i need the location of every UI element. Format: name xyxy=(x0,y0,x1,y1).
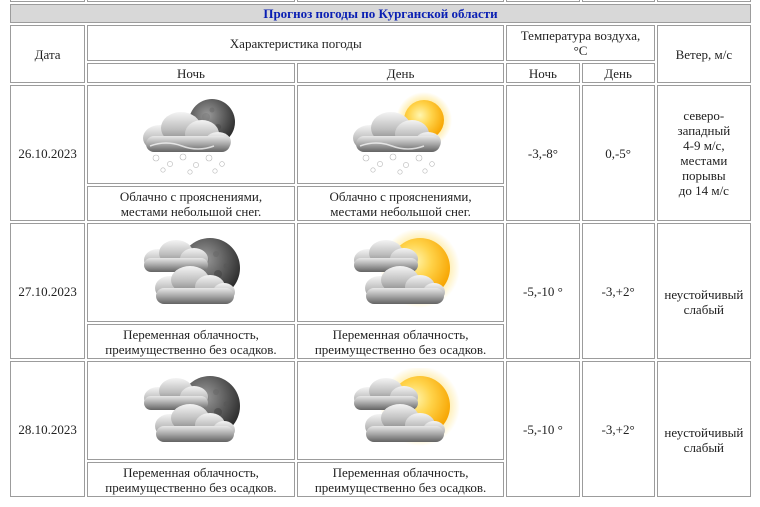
top-strip-cell xyxy=(582,0,655,2)
day-description xyxy=(297,186,505,221)
cloudy-day-snow-icon xyxy=(336,92,466,178)
wind-line: местами xyxy=(680,153,728,168)
header-temp-day: День xyxy=(582,63,655,83)
row-date: 28.10.2023 xyxy=(10,361,85,497)
day-icon-cell xyxy=(297,223,505,322)
header-temperature xyxy=(506,25,654,61)
wind-line: до 14 м/с xyxy=(678,183,729,198)
top-strip-cell xyxy=(657,0,751,2)
night-description xyxy=(87,324,295,359)
forecast-table xyxy=(8,0,753,499)
day-desc-line: преимущественно без осадков. xyxy=(314,479,487,495)
night-desc-line: местами небольшой снег. xyxy=(120,203,262,219)
wind-line: северо- xyxy=(683,108,725,123)
header-row-1 xyxy=(10,25,751,61)
header-temp-night: Ночь xyxy=(506,63,579,83)
top-strip-cell xyxy=(87,0,295,2)
wind-line: 4-9 м/с, xyxy=(683,138,725,153)
forecast-row xyxy=(10,361,751,460)
header-wind: Ветер, м/с xyxy=(657,25,751,83)
temp-day: -3,+2° xyxy=(582,223,655,359)
forecast-row xyxy=(10,85,751,184)
day-description xyxy=(297,462,505,497)
day-desc-line: Переменная облачность, xyxy=(332,326,469,342)
night-icon-cell xyxy=(87,223,295,322)
top-strip-cell xyxy=(506,0,579,2)
night-icon-cell xyxy=(87,85,295,184)
header-day: День xyxy=(297,63,505,83)
night-desc-line: преимущественно без осадков. xyxy=(105,479,277,495)
night-desc-line: Переменная облачность, xyxy=(123,464,259,480)
wind-line: неустойчивый xyxy=(664,425,744,440)
day-desc-line: местами небольшой снег. xyxy=(330,203,471,219)
top-strip-cell xyxy=(10,0,85,2)
temp-night: -5,-10 ° xyxy=(506,223,579,359)
wind-cell xyxy=(657,361,751,497)
night-icon-cell xyxy=(87,361,295,460)
temp-night: -3,-8° xyxy=(506,85,579,221)
night-description xyxy=(87,462,295,497)
header-temperature-line2: °C xyxy=(573,43,588,58)
day-description xyxy=(297,324,505,359)
wind-cell xyxy=(657,85,751,221)
top-strip-row xyxy=(10,0,751,2)
temp-night: -5,-10 ° xyxy=(506,361,579,497)
temp-day: -3,+2° xyxy=(582,361,655,497)
row-date: 27.10.2023 xyxy=(10,223,85,359)
wind-line: слабый xyxy=(683,440,725,455)
top-strip-cell xyxy=(297,0,505,2)
partly-cloudy-day-icon xyxy=(336,368,466,454)
forecast-title: Прогноз погоды по Курганской области xyxy=(10,4,751,23)
night-desc-line: Облачно с прояснениями, xyxy=(119,188,263,204)
partly-cloudy-day-icon xyxy=(336,230,466,316)
day-desc-line: Переменная облачность, xyxy=(332,464,469,480)
wind-line: западный xyxy=(677,123,731,138)
wind-line: неустойчивый xyxy=(664,287,744,302)
header-night: Ночь xyxy=(87,63,295,83)
title-row xyxy=(10,4,751,23)
day-desc-line: Облачно с прояснениями, xyxy=(329,188,472,204)
wind-line: слабый xyxy=(683,302,725,317)
header-weather: Характеристика погоды xyxy=(87,25,504,61)
night-desc-line: Переменная облачность, xyxy=(123,326,259,342)
temp-day: 0,-5° xyxy=(582,85,655,221)
wind-cell xyxy=(657,223,751,359)
partly-cloudy-night-icon xyxy=(126,230,256,316)
day-icon-cell xyxy=(297,361,505,460)
partly-cloudy-night-icon xyxy=(126,368,256,454)
day-icon-cell xyxy=(297,85,505,184)
night-description xyxy=(87,186,295,221)
header-date: Дата xyxy=(10,25,85,83)
header-row-2 xyxy=(10,63,751,83)
cloudy-night-snow-icon xyxy=(126,92,256,178)
row-date: 26.10.2023 xyxy=(10,85,85,221)
forecast-row xyxy=(10,223,751,322)
night-desc-line: преимущественно без осадков. xyxy=(105,341,277,357)
wind-line: порывы xyxy=(682,168,726,183)
header-temperature-line1: Температура воздуха, xyxy=(520,28,641,43)
day-desc-line: преимущественно без осадков. xyxy=(314,341,487,357)
